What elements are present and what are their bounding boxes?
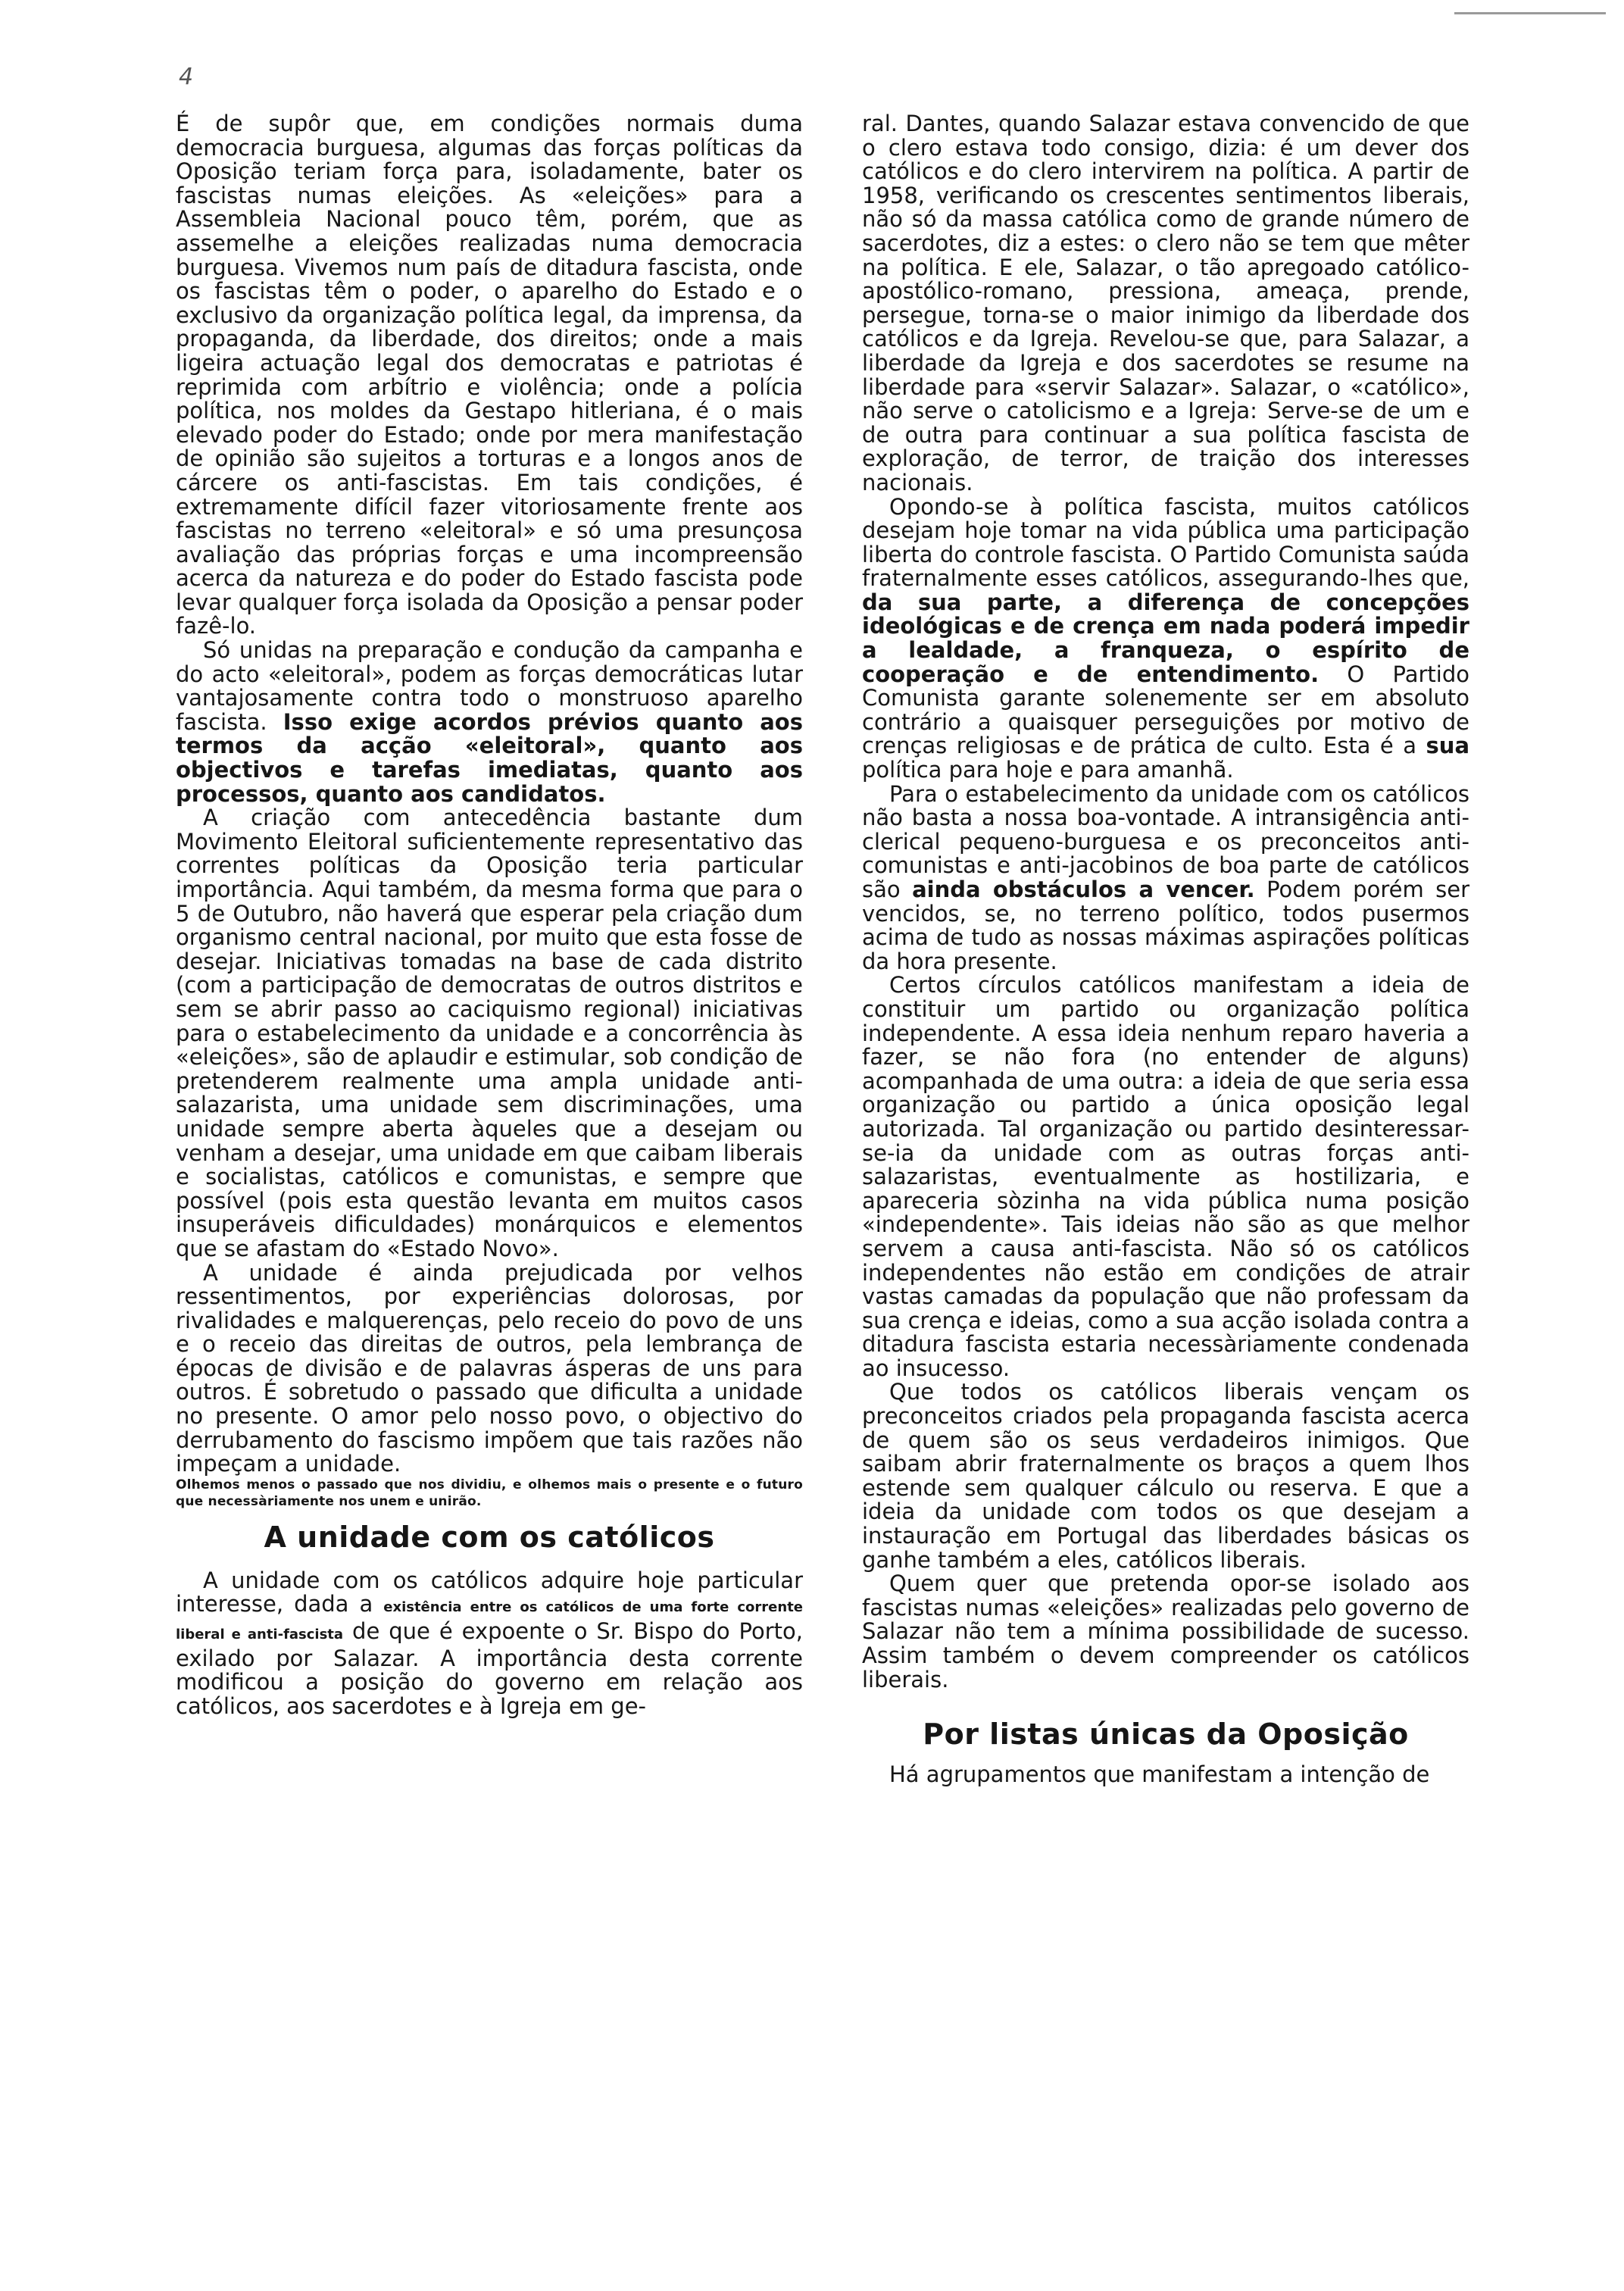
paragraph-text: Só unidas na preparação e condução da campanha e do acto «eleitoral», podem as forças democráticas lutar vantajosamente contra todo o monstruoso aparelho fascista. xyxy=(176,637,803,735)
small-bold-text: existência entre os católicos de uma forte corrente liberal e anti-fascista xyxy=(176,1599,804,1643)
paragraph: A criação com antecedência bastante dum Movimento Eleitoral suficientemente representativo das correntes políticas da Oposição teria particular importância. Aqui também, da mesma forma que para o 5 de Outubro, não haverá que esperar pela criação dum organismo central nacional, por muito que esta fosse de desejar. Iniciativas tomadas na base de cada distrito (com a participação de democratas de outros distritos e sem se abrir passo ao caciquismo regional) iniciativas para o estabelecimento da unidade e a concorrência às «eleições», são de aplaudir e estimular, sob condição de pretenderem realmente uma ampla unidade anti-salazarista, uma unidade sem discriminações, uma unidade sempre aberta àqueles que a desejam ou venham a desejar, uma unidade em que caibam liberais e socialistas, católicos e comunistas, e sempre que possível (pois esta questão levanta em muitos casos insuperáveis dificuldades) monárquicos e elementos que se afastam do «Estado Novo». xyxy=(176,805,803,1261)
paragraph xyxy=(176,1569,803,1719)
paragraph: É de supôr que, em condições normais duma democracia burguesa, algumas das forças políticas da Oposição teriam força para, isoladamente, bater os fascistas numas eleições. As «eleições» para a Assembleia Nacional pouco têm, porém, que as assemelhe a eleições realizadas numa democracia burguesa. Vivemos num país de ditadura fascista, onde os fascistas têm o poder, o aparelho do Estado e o exclusivo da organização política legal, da imprensa, da propaganda, da liberdade, dos direitos; onde a mais ligeira actuação legal dos democratas e patriotas é reprimida com arbítrio e violência; onde a polícia política, nos moldes da Gestapo hitleriana, é o mais elevado poder do Estado; onde por mera manifestação de opinião são sujeitos a torturas e a longos anos de cárcere os anti-fascistas. Em tais condições, é extremamente difícil fazer vitoriosamente frente aos fascistas no terreno «eleitoral» e só uma presunçosa avaliação das próprias forças e uma incompreensão acerca da natureza e do poder do Estado fascista pode levar qualquer força isolada da Oposição a pensar poder fazê-lo. xyxy=(176,111,803,639)
section-heading: Por listas únicas da Oposição xyxy=(923,1717,1409,1752)
paragraph-text: Opondo-se à política fascista, muitos católicos desejam hoje tomar na vida pública uma participação liberta do controle fascista. O Partido Comunista saúda fraternalmente esses católicos, assegurando-lhes que, xyxy=(862,493,1469,592)
paragraph xyxy=(862,495,1469,783)
paragraph: A unidade é ainda prejudicada por velhos ressentimentos, por experiências dolorosas, por rivalidades e malquerenças, pelo receio do povo de uns e o receio das direitas de outros, pela lembrança de épocas de divisão e de palavras ásperas de uns para outros. É sobretudo o passado que dificulta a unidade no presente. O amor pelo nosso povo, o objectivo do derrubamento do fascismo impõem que tais razões não impeçam a unidade. xyxy=(176,1259,803,1477)
paragraph: Quem quer que pretenda opor-se isolado aos fascistas numas «eleições» realizadas pelo governo de Salazar não tem a mínima possibilidade de sucesso. Assim também o devem compreender os católicos liberais. xyxy=(862,1571,1469,1692)
paragraph: Há agrupamentos que manifestam a intenção de xyxy=(889,1761,1430,1788)
bold-text: Isso exige acordos prévios quanto aos termos da acção «eleitoral», quanto aos objectivos e tarefas imediatas, quanto aos processos, quanto aos candidatos. xyxy=(176,708,803,807)
paragraph-text: política para hoje e para amanhã. xyxy=(862,757,1234,783)
section-heading: A unidade com os católicos xyxy=(264,1520,715,1554)
paragraph-text: de que é expoente o Sr. Bispo do Porto, exilado por Salazar. A importância desta corrente modificou a posição do governo em relação aos católicos, aos sacerdotes e à Igreja em ge- xyxy=(176,1618,803,1719)
paragraph: Que todos os católicos liberais vençam os preconceitos criados pela propaganda fascista acerca de quem são os seus verdadeiros inimigos. Que saibam abrir fraternalmente os braços a quem lhos estende sem qualquer cálculo ou reserva. E que a ideia da unidade com todos os que desejam a instauração em Portugal das liberdades básicas os ganhe também a eles, católicos liberais. xyxy=(862,1379,1469,1573)
top-edge-rule xyxy=(1454,12,1606,14)
paragraph-text: Para o estabelecimento da unidade com os católicos não basta a nossa boa-vontade. A intransigência anti-clerical pequeno-burguesa e os preconceitos anti-comunistas e anti-jacobinos de boa parte de católicos são xyxy=(862,780,1469,902)
bold-text: da sua parte, a diferença de concepções ideológicas e de crença em nada poderá impedir a lealdade, a franqueza, o espírito de cooperação e de entendimento. xyxy=(862,589,1469,687)
paragraph: Certos círculos católicos manifestam a ideia de constituir um partido ou organização política independente. A essa ideia nenhum reparo haveria a fazer, se não fora (no entender de alguns) acompanhada de uma outra: a ideia de que seria essa organização ou partido a única oposição legal autorizada. Tal organização ou partido desinteressar-se-ia da unidade com as outras forças anti-salazaristas, eventualmente as hostilizaria, e apareceria sòzinha na vida pública numa posição «independente». Tais ideias não são as que melhor servem a causa anti-fascista. Não só os católicos independentes não estão em condições de atrair vastas camadas da população que não professam da sua crença e ideias, como a sua acção isolada contra a ditadura fascista estaria necessàriamente condenada ao insucesso. xyxy=(862,972,1469,1381)
paragraph: ral. Dantes, quando Salazar estava convencido de que o clero estava todo consigo, dizia: é um dever dos católicos e do clero intervirem na política. A partir de 1958, verificando os crescentes sentimentos liberais, não só da massa católica como de grande número de sacerdotes, diz a estes: o clero não se tem que mêter na política. E ele, Salazar, o tão apregoado católico-apostólico-romano, pressiona, ameaça, prende, persegue, torna-se o maior inimigo da liberdade dos católicos e da Igreja. Revelou-se que, para Salazar, a liberdade da Igreja e dos sacerdotes se resume na liberdade para «servir Salazar». Salazar, o «católico», não serve o catolicismo e a Igreja: Serve-se de um e de outra para continuar a sua política fascista de exploração, de terror, de traição dos interesses nacionais. xyxy=(862,111,1469,495)
paragraph-text: Podem porém ser vencidos, se, no terreno político, todos pusermos acima de tudo as nossas máximas aspirações políticas da hora presente. xyxy=(862,877,1470,974)
paragraph-text: A unidade com os católicos adquire hoje particular interesse, dada a xyxy=(176,1567,803,1617)
paragraph xyxy=(176,639,803,806)
right-column xyxy=(862,112,1469,1787)
page-number: 4 xyxy=(179,64,194,90)
left-column xyxy=(176,112,803,1718)
paragraph-text: O Partido Comunista garante solenemente ser em absoluto contrário a quaisquer perseguições por motivo de crenças religiosas e de prática de culto. Esta é a xyxy=(862,661,1469,759)
paragraph xyxy=(862,780,1470,974)
small-bold-paragraph: Olhemos menos o passado que nos dividiu, e olhemos mais o presente e o futuro que necessàriamente nos unem e unirão. xyxy=(176,1477,803,1509)
bold-text: sua xyxy=(1426,733,1470,759)
bold-text: ainda obstáculos a vencer. xyxy=(912,877,1255,902)
